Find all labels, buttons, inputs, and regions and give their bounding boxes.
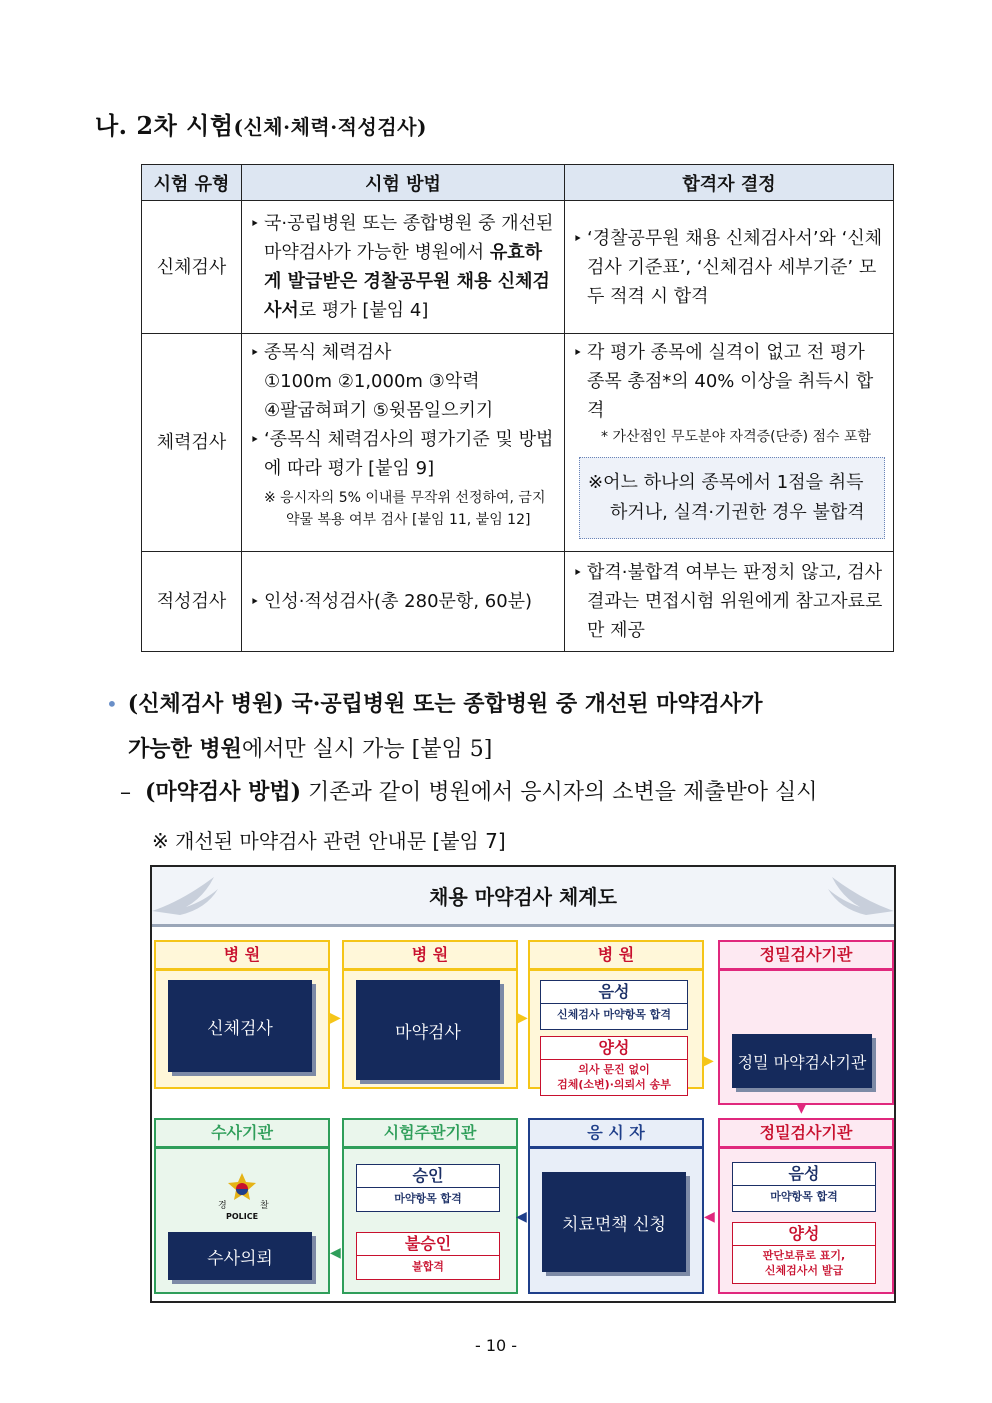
police-emblem-icon [222, 1170, 262, 1210]
row-method [242, 552, 565, 652]
table-row [142, 552, 894, 652]
positive-label: 양성 [598, 1038, 630, 1057]
positive-note: 검체(소변)·의뢰서 송부 [557, 1078, 671, 1091]
method-text: ‣ 인성·적성검사(총 280문항, 60분) [250, 587, 556, 616]
method-item: ‣ ‘종목식 체력검사의 평가기준 및 방법에 따라 평가 [붙임 9] [250, 425, 556, 483]
row-type: 신체검사 [142, 201, 242, 334]
arrow-right-icon: ▶ [703, 1053, 714, 1069]
exam-table [141, 164, 894, 652]
rejection-label: 불승인 [404, 1234, 452, 1253]
row-decision [565, 552, 894, 652]
diagram-title: 채용 마약검사 체계도 [429, 885, 617, 909]
hospital-result-box [528, 940, 704, 1089]
positive-note: 신체검사서 발급 [764, 1264, 844, 1277]
negative-note: 마약항목 합격 [733, 1185, 875, 1204]
precision-lab-box [718, 940, 894, 1105]
arrow-left-icon: ◀ [330, 1245, 341, 1261]
negative-result [732, 1162, 876, 1212]
treatment-exemption-block: 치료면책 신청 [542, 1172, 686, 1272]
arrow-right-icon: ▶ [330, 1010, 341, 1026]
precision-lab-result-box [718, 1118, 894, 1294]
positive-note: 의사 문진 없이 [541, 1059, 687, 1077]
approval-label: 승인 [412, 1166, 444, 1185]
method-text: ‣ 국·공립병원 또는 종합병원 중 개선된 마약검사가 가능한 병원에서 유효하게 발급받은 경찰공무원 채용 신체검사서로 평가 [붙임 4] [250, 209, 556, 325]
table-header-row [142, 165, 894, 201]
box-label: 수사기관 [156, 1120, 328, 1149]
fail-condition-box [579, 457, 885, 539]
events-line: ①100m ②1,000m ③악력 [264, 371, 480, 392]
negative-label: 음성 [788, 1164, 820, 1183]
table-row [142, 201, 894, 334]
box-label: 응 시 자 [530, 1120, 702, 1149]
box-label: 병 원 [344, 942, 516, 971]
arrow-left-icon: ◀ [704, 1209, 715, 1225]
dash: – [120, 780, 131, 805]
emblem-text: POLICE [225, 1212, 259, 1221]
wing-emblem-right-icon [824, 871, 894, 919]
hospital-box [342, 940, 518, 1089]
positive-note: 판단보류로 표기, [733, 1245, 875, 1263]
row-decision [565, 201, 894, 334]
box-label: 정밀검사기관 [720, 1120, 892, 1149]
box-label: 시험주관기관 [344, 1120, 516, 1149]
negative-label: 음성 [598, 982, 630, 1001]
decision-text: ‣ 각 평가 종목에 실격이 없고 전 평가 종목 총점*의 40% 이상을 취득시 합격 [573, 338, 885, 425]
events-line: ④팔굽혀펴기 ⑤윗몸일으키기 [264, 400, 494, 421]
approval-note: 마약항목 합격 [357, 1187, 499, 1206]
row-decision [565, 334, 894, 552]
emblem-char: 찰 [260, 1201, 269, 1211]
diagram-header [152, 867, 894, 927]
fail-condition-line: ※어느 하나의 종목에서 1점을 취득 [588, 472, 864, 493]
row-type: 적성검사 [142, 552, 242, 652]
table-row [142, 334, 894, 552]
box-label: 병 원 [156, 942, 328, 971]
hospital-box [154, 940, 330, 1089]
arrow-right-icon: ▶ [517, 1010, 528, 1026]
negative-result [540, 980, 688, 1030]
negative-note: 신체검사 마약항목 합격 [541, 1003, 687, 1022]
method-note: ※ 응시자의 5% 이내를 무작위 선정하여, 금지약물 복용 여부 검사 [붙임 11, 붙임 12] [264, 490, 546, 528]
section-title [95, 106, 427, 141]
hospital-paragraph: • (신체검사 병원) 국·공립병원 또는 종합병원 중 개선된 마약검사가 가능한 병원에서만 실시 가능 [붙임 5] [106, 691, 763, 762]
bullet-dot: • [106, 692, 118, 716]
exam-authority-box [342, 1118, 518, 1294]
emblem-char: 경 [218, 1201, 227, 1211]
drug-test-block: 마약검사 [356, 980, 500, 1080]
decision-text: ‣ 합격·불합격 여부는 판정치 않고, 검사결과는 면접시험 위원에게 참고자료로만 제공 [573, 558, 885, 645]
approval-result [356, 1164, 500, 1212]
box-label: 정밀검사기관 [720, 942, 892, 971]
precision-lab-block: 정밀 마약검사기관 [732, 1034, 872, 1088]
arrow-down-icon: ▼ [796, 1100, 807, 1116]
section-title-sub: (신체·체력·적성검사) [233, 115, 427, 139]
drug-test-diagram [150, 865, 896, 1303]
rejection-note: 불합격 [357, 1255, 499, 1274]
positive-result [732, 1222, 876, 1284]
fail-condition-line: 하거나, 실격·기권한 경우 불합격 [610, 502, 865, 523]
positive-result [540, 1036, 688, 1096]
section-title-main: 나. 2차 시험 [95, 111, 234, 140]
rejection-result [356, 1232, 500, 1280]
row-method [242, 334, 565, 552]
investigation-request-block: 수사의뢰 [168, 1232, 312, 1280]
method-item: ‣ 종목식 체력검사 [250, 338, 556, 367]
decision-footnote: * 가산점인 무도분야 자격증(단증) 점수 포함 [601, 429, 872, 445]
drug-test-method: – (마약검사 방법) 기존과 같이 병원에서 응시자의 소변을 제출받아 실시 [120, 779, 818, 805]
page-number: - 10 - [474, 1336, 518, 1355]
row-method [242, 201, 565, 334]
applicant-box [528, 1118, 704, 1294]
physical-exam-block: 신체검사 [168, 980, 312, 1072]
box-label: 병 원 [530, 942, 702, 971]
decision-text: ‣ ‘경찰공무원 채용 신체검사서’와 ‘신체검사 기준표’, ‘신체검사 세부기준’ 모두 적격 시 합격 [573, 224, 885, 311]
row-type: 체력검사 [142, 334, 242, 552]
notice-reference: ※ 개선된 마약검사 관련 안내문 [붙임 7] [152, 829, 506, 853]
header-decision: 합격자 결정 [565, 165, 894, 201]
header-method: 시험 방법 [242, 165, 565, 201]
investigation-box [154, 1118, 330, 1294]
arrow-left-icon: ◀ [516, 1209, 527, 1225]
header-type: 시험 유형 [142, 165, 242, 201]
positive-label: 양성 [788, 1224, 820, 1243]
